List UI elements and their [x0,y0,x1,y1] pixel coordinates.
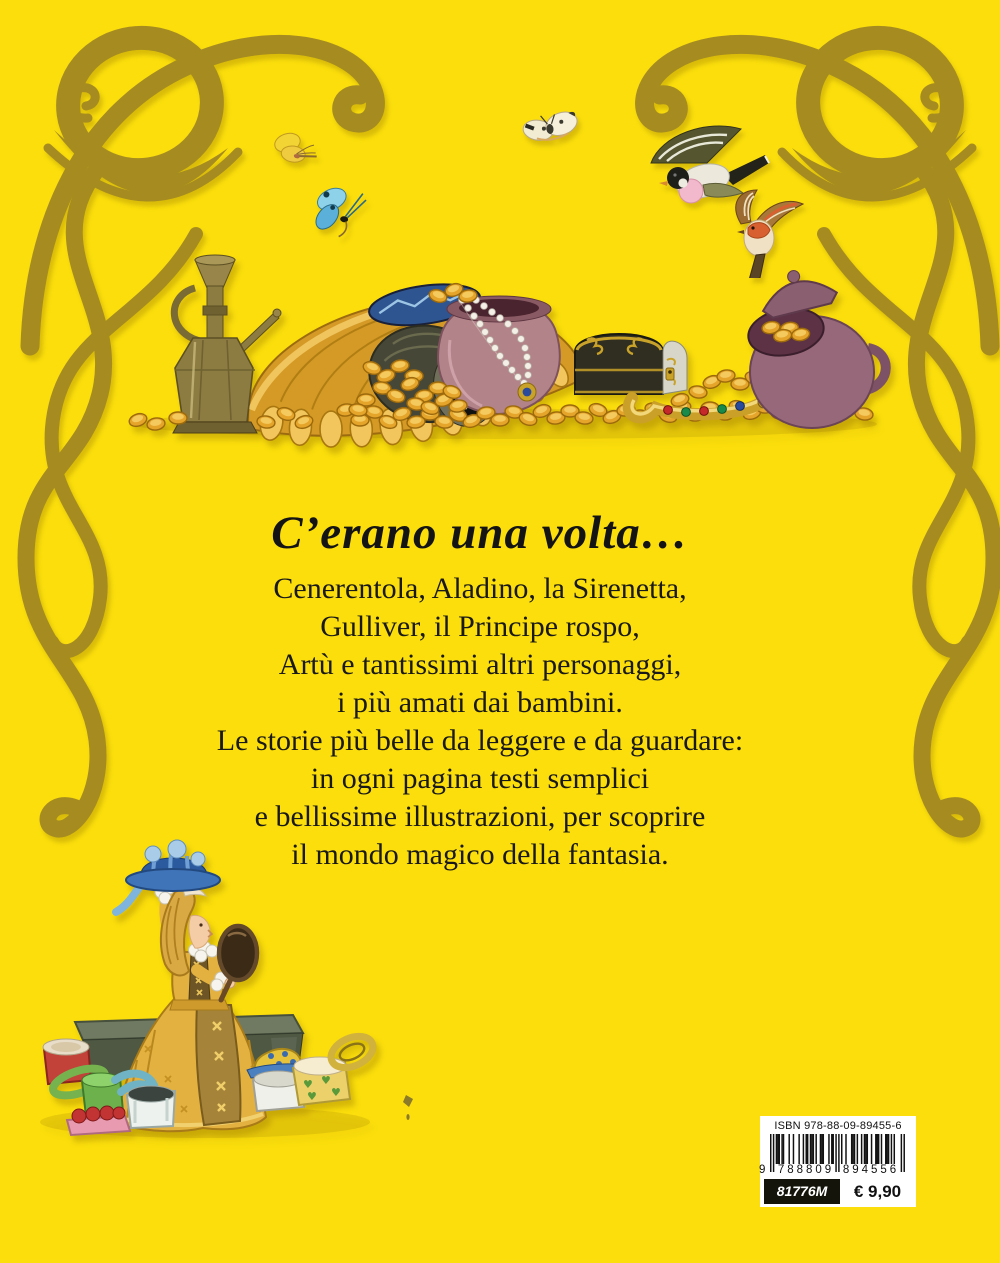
purple-jug-with-coins [745,262,886,428]
blurb-line: il mondo magico della fantasia. [291,838,669,871]
barcode-block [760,1116,916,1207]
red-trimmed-tray [67,1106,130,1135]
blurb-title: C’erano una volta… [271,507,689,559]
svg-text:♥: ♥ [303,1078,313,1091]
barcode-digit-mid: 788809 [777,1164,835,1176]
gold-lid-ring [326,1030,378,1073]
price: € 9,90 [843,1179,912,1204]
svg-text:♥: ♥ [321,1074,331,1087]
blurb-line: Gulliver, il Principe rospo, [320,610,640,643]
svg-text:♥: ♥ [331,1086,341,1099]
butterfly-yellow-illustration [268,126,326,172]
barcode-digit-right: 894556 [842,1164,900,1176]
isbn-text: ISBN 978-88-09-89455-6 [774,1120,902,1132]
ean-barcode [759,1134,908,1176]
edition-code: 81776M [764,1179,840,1204]
girl-with-mirror-illustration [25,830,387,1152]
treasure-illustration [120,250,895,445]
blurb-line: Artù e tantissimi altri personaggi, [278,648,682,681]
jeweled-scabbard [629,396,770,417]
blurb-line: Cenerentola, Aladino, la Sirenetta, [273,572,687,605]
back-cover-blurb [0,504,960,874]
white-pot [127,1086,175,1128]
butterfly-blue-illustration [312,183,374,243]
blurb-line: i più amati dai bambini. [337,686,623,719]
treasure-chest [575,334,687,394]
blurb-line: Le storie più belle da leggere e da guardare: [216,724,744,757]
svg-text:♥: ♥ [307,1090,317,1103]
blurb-line: e bellissime illustrazioni, per scoprire [254,800,706,833]
butterfly-cream-illustration [518,103,582,155]
blurb-line: in ogni pagina testi semplici [310,762,650,795]
barcode-digit-left: 9 [759,1164,766,1176]
paint-speck [400,1093,416,1123]
code-price-row [764,1179,912,1204]
